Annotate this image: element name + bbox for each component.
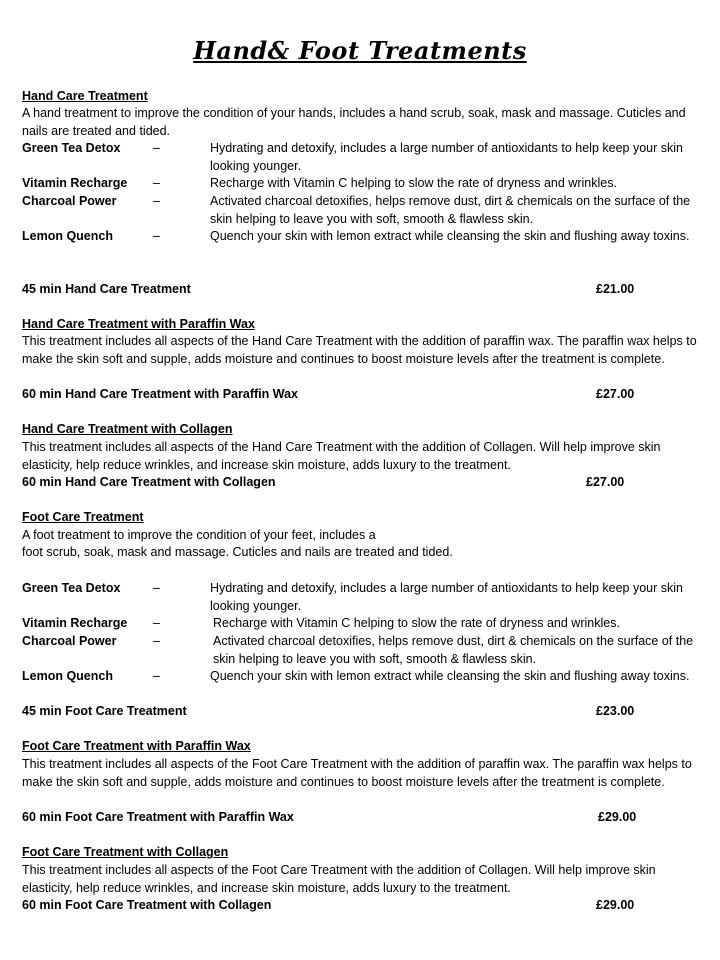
option-desc: Hydrating and detoxify, includes a large number of antioxidants to help keep your skin looking younger. bbox=[210, 141, 683, 173]
hand-collagen-desc: This treatment includes all aspects of the Hand Care Treatment with the addition of Collagen. Will help improve skin elasticity, help reduce wrinkles, and increase skin moisture, adds luxury to the treatment. bbox=[22, 440, 661, 472]
price-value: £29.00 bbox=[598, 810, 637, 824]
option-name: Vitamin Recharge bbox=[22, 176, 128, 190]
option-desc: Recharge with Vitamin C helping to slow the rate of dryness and wrinkles. bbox=[213, 616, 620, 630]
price-value: £29.00 bbox=[596, 898, 635, 912]
option-name: Green Tea Detox bbox=[22, 141, 121, 155]
option-desc: Activated charcoal detoxifies, helps remove dust, dirt & chemicals on the surface of the skin helping to leave you with soft, smooth & flawless skin. bbox=[210, 194, 691, 226]
foot-paraffin-heading: Foot Care Treatment with Paraffin Wax bbox=[22, 739, 251, 753]
option-name: Vitamin Recharge bbox=[22, 616, 128, 630]
price-label: 60 min Hand Care Treatment with Collagen bbox=[22, 475, 276, 489]
hand-care-intro: A hand treatment to improve the condition of your hands, includes a hand scrub, soak, mask and massage. Cuticles and nails are treated and tided. bbox=[22, 106, 686, 138]
hand-paraffin-heading: Hand Care Treatment with Paraffin Wax bbox=[22, 317, 255, 331]
foot-paraffin-desc: This treatment includes all aspects of the Foot Care Treatment with the addition of paraffin wax. The paraffin wax helps to make the skin soft and supple, adds moisture and continues to boost moisture levels after the treatment is complete. bbox=[22, 757, 692, 789]
price-value: £21.00 bbox=[596, 282, 635, 296]
price-value: £27.00 bbox=[596, 387, 635, 401]
option-desc: Quench your skin with lemon extract while cleansing the skin and flushing away toxins. bbox=[210, 229, 690, 243]
foot-care-heading: Foot Care Treatment bbox=[22, 510, 144, 524]
option-desc: Activated charcoal detoxifies, helps remove dust, dirt & chemicals on the surface of the skin helping to leave you with soft, smooth & flawless skin. bbox=[213, 634, 694, 666]
price-label: 60 min Foot Care Treatment with Paraffin Wax bbox=[22, 810, 294, 824]
foot-collagen-heading: Foot Care Treatment with Collagen bbox=[22, 845, 229, 859]
option-name: Charcoal Power bbox=[22, 634, 117, 648]
price-label: 45 min Hand Care Treatment bbox=[22, 282, 191, 296]
option-desc: Quench your skin with lemon extract while cleansing the skin and flushing away toxins. bbox=[210, 669, 690, 683]
option-desc: Hydrating and detoxify, includes a large number of antioxidants to help keep your skin looking younger. bbox=[210, 581, 683, 613]
option-name: Green Tea Detox bbox=[22, 581, 121, 595]
option-dash: – bbox=[153, 229, 160, 243]
hand-care-heading: Hand Care Treatment bbox=[22, 89, 148, 103]
foot-care-intro-line1: A foot treatment to improve the condition of your feet, includes a bbox=[22, 528, 376, 542]
foot-collagen-desc: This treatment includes all aspects of the Foot Care Treatment with the addition of Collagen. Will help improve skin elasticity, help reduce wrinkles, and increase skin moisture, adds luxury to the treatment. bbox=[22, 863, 656, 895]
option-dash: – bbox=[153, 176, 160, 190]
price-label: 45 min Foot Care Treatment bbox=[22, 704, 187, 718]
option-desc: Recharge with Vitamin C helping to slow the rate of dryness and wrinkles. bbox=[210, 176, 617, 190]
price-value: £27.00 bbox=[586, 475, 625, 489]
hand-collagen-heading: Hand Care Treatment with Collagen bbox=[22, 422, 233, 436]
price-label: 60 min Hand Care Treatment with Paraffin Wax bbox=[22, 387, 298, 401]
option-dash: – bbox=[153, 141, 160, 155]
option-dash: – bbox=[153, 616, 160, 630]
price-value: £23.00 bbox=[596, 704, 635, 718]
option-name: Lemon Quench bbox=[22, 229, 113, 243]
price-label: 60 min Foot Care Treatment with Collagen bbox=[22, 898, 272, 912]
option-name: Lemon Quench bbox=[22, 669, 113, 683]
foot-care-intro-line2: foot scrub, soak, mask and massage. Cuticles and nails are treated and tided. bbox=[22, 545, 453, 559]
option-name: Charcoal Power bbox=[22, 194, 117, 208]
option-dash: – bbox=[153, 669, 160, 683]
option-dash: – bbox=[153, 581, 160, 595]
page-title: Hand& Foot Treatments bbox=[193, 36, 527, 65]
hand-paraffin-desc: This treatment includes all aspects of the Hand Care Treatment with the addition of paraffin wax. The paraffin wax helps to make the skin soft and supple, adds moisture and continues to boost moisture levels after the treatment is complete. bbox=[22, 334, 697, 366]
option-dash: – bbox=[153, 634, 160, 648]
option-dash: – bbox=[153, 194, 160, 208]
